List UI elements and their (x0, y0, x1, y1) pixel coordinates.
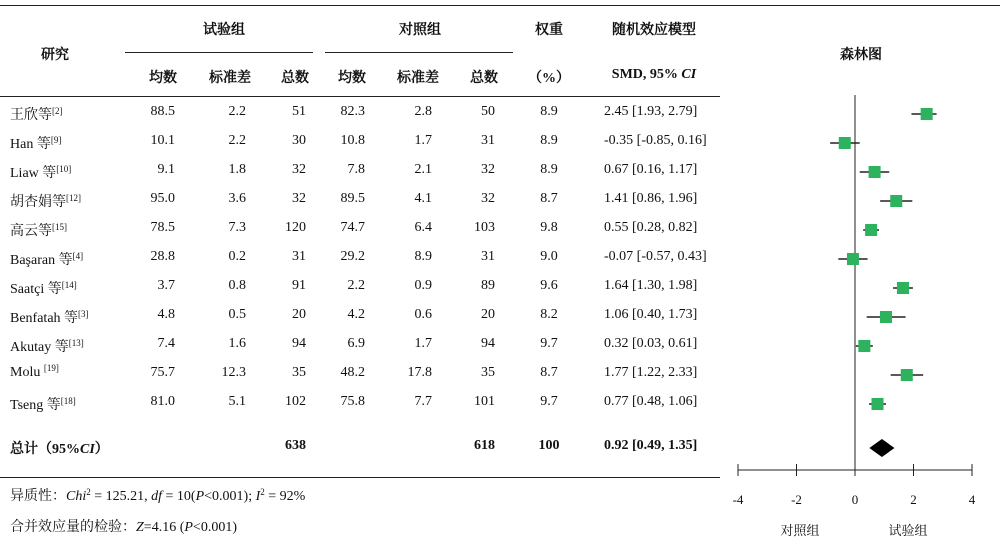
total-label-suffix: ） (94, 442, 109, 457)
study-control-mean: 74.7 (340, 220, 365, 235)
study-control-n: 94 (481, 336, 495, 351)
header-control-sd: 标准差 (397, 71, 439, 86)
header-treatment-group: 试验组 (203, 23, 245, 38)
study-control-sd: 6.4 (414, 220, 432, 235)
study-treatment-sd: 0.8 (228, 278, 246, 293)
study-name: Han 等[9] (10, 135, 62, 152)
study-control-mean: 10.8 (340, 133, 365, 148)
header-weight: 权重 (535, 23, 563, 38)
study-treatment-mean: 10.1 (150, 133, 175, 148)
study-effect-marker (897, 282, 909, 294)
study-weight: 8.9 (540, 104, 558, 119)
study-ref: [15] (52, 222, 67, 232)
study-treatment-sd: 7.3 (228, 220, 246, 235)
header-treatment-total: 总数 (281, 71, 309, 86)
study-ref: [9] (50, 135, 62, 145)
total-label (10, 438, 109, 458)
study-weight: 8.2 (540, 307, 558, 322)
study-control-n: 31 (481, 249, 495, 264)
study-ref: [2] (52, 106, 63, 116)
study-control-sd: 1.7 (414, 336, 432, 351)
study-treatment-sd: 3.6 (228, 191, 246, 206)
study-treatment-n: 102 (285, 394, 306, 409)
header-study: 研究 (41, 48, 69, 63)
study-weight: 8.9 (540, 133, 558, 148)
study-treatment-sd: 12.3 (221, 365, 246, 380)
study-treatment-n: 31 (292, 249, 306, 264)
study-treatment-sd: 1.8 (228, 162, 246, 177)
overall-test-z-value: =4.16 ( (143, 520, 185, 535)
top-rule (0, 5, 1000, 6)
total-control-n: 618 (474, 438, 495, 453)
study-treatment-sd: 0.5 (228, 307, 246, 322)
study-name: Molu [19] (10, 363, 59, 380)
study-ref: [3] (78, 309, 89, 319)
study-ref: [10] (56, 164, 72, 174)
heterogeneity-i-label: I (255, 489, 261, 504)
study-control-n: 101 (474, 394, 495, 409)
study-treatment-n: 32 (292, 162, 306, 177)
heterogeneity-p-value: <0.001); (204, 489, 256, 504)
study-name: 高云等[15] (10, 222, 67, 239)
total-label-ci: CI (80, 442, 95, 457)
total-weight: 100 (538, 438, 560, 453)
study-ref: [18] (60, 396, 76, 406)
header-control-total: 总数 (470, 71, 498, 86)
header-model-metric-ci: CI (681, 67, 697, 82)
study-smd: 0.32 [0.03, 0.61] (604, 336, 698, 351)
study-effect-marker (839, 137, 851, 149)
overall-test-p-label: P (184, 520, 193, 535)
study-control-mean: 4.2 (347, 307, 365, 322)
study-treatment-mean: 9.1 (157, 162, 175, 177)
heterogeneity-df-value: = 10( (162, 489, 196, 504)
study-treatment-sd: 0.2 (228, 249, 246, 264)
header-model-metric-prefix: SMD, 95% (611, 67, 678, 82)
study-smd: 1.64 [1.30, 1.98] (604, 278, 698, 293)
study-control-sd: 4.1 (414, 191, 432, 206)
group-rule-treatment (125, 52, 313, 53)
study-treatment-mean: 95.0 (150, 191, 175, 206)
table-bottom-rule (0, 477, 720, 478)
study-control-mean: 7.8 (347, 162, 365, 177)
heterogeneity-i-value: = 92% (264, 489, 306, 504)
heterogeneity-prefix: 异质性： (10, 489, 66, 504)
study-effect-marker (890, 195, 902, 207)
x-tick-label: -4 (732, 492, 744, 507)
study-effect-marker (865, 224, 877, 236)
study-control-sd: 7.7 (414, 394, 432, 409)
study-control-n: 50 (481, 104, 495, 119)
x-tick-label: -2 (791, 492, 802, 507)
study-treatment-sd: 5.1 (228, 394, 246, 409)
study-control-sd: 8.9 (414, 249, 432, 264)
total-smd: 0.92 [0.49, 1.35] (604, 438, 698, 453)
favors-treatment-label: 试验组 (888, 523, 928, 538)
header-forest: 森林图 (840, 48, 882, 63)
study-smd: 0.55 [0.28, 0.82] (604, 220, 698, 235)
study-ref: [13] (68, 338, 84, 348)
study-weight: 9.8 (540, 220, 558, 235)
study-ref: [12] (66, 193, 81, 203)
study-weight: 9.0 (540, 249, 558, 264)
study-treatment-mean: 28.8 (150, 249, 175, 264)
study-name: 王欣等[2] (10, 106, 63, 123)
x-tick-label: 2 (910, 492, 917, 507)
study-treatment-n: 51 (292, 104, 306, 119)
study-control-mean: 48.2 (340, 365, 365, 380)
study-treatment-sd: 2.2 (228, 133, 246, 148)
study-smd: 0.67 [0.16, 1.17] (604, 162, 698, 177)
study-control-n: 89 (481, 278, 495, 293)
study-control-sd: 2.1 (414, 162, 432, 177)
study-treatment-n: 30 (292, 133, 306, 148)
study-smd: -0.07 [-0.57, 0.43] (604, 249, 707, 264)
heterogeneity-chi-label: Chi (66, 489, 87, 504)
study-treatment-mean: 3.7 (157, 278, 175, 293)
study-treatment-mean: 4.8 (157, 307, 175, 322)
heterogeneity-df-label: df (151, 489, 163, 504)
header-model-metric (612, 67, 696, 83)
study-treatment-mean: 75.7 (150, 365, 175, 380)
study-control-n: 32 (481, 191, 495, 206)
study-treatment-mean: 81.0 (150, 394, 175, 409)
header-control-group: 对照组 (399, 23, 441, 38)
study-name: 胡杏娟等[12] (10, 193, 81, 210)
study-control-sd: 0.9 (414, 278, 432, 293)
study-treatment-n: 32 (292, 191, 306, 206)
study-treatment-n: 120 (285, 220, 306, 235)
study-treatment-n: 94 (292, 336, 306, 351)
header-treatment-sd: 标准差 (209, 71, 251, 86)
study-effect-marker (869, 166, 881, 178)
header-weight-unit: （%） (528, 71, 570, 86)
overall-test-p-value: <0.001) (192, 520, 237, 535)
heterogeneity-note: 异质性：Chi$^2$ = 125.21, df = 10(P<0.001); $I^2 = 92\%$ (10, 487, 306, 504)
study-control-n: 20 (481, 307, 495, 322)
overall-test-z-label: Z (136, 520, 144, 535)
overall-test-prefix: 合并效应量的检验： (10, 520, 136, 535)
study-control-n: 35 (481, 365, 495, 380)
study-control-mean: 82.3 (340, 104, 365, 119)
study-control-sd: 1.7 (414, 133, 432, 148)
header-treatment-mean: 均数 (149, 71, 177, 86)
study-control-sd: 17.8 (407, 365, 432, 380)
study-control-mean: 2.2 (347, 278, 365, 293)
study-name: Akutay 等[13] (10, 338, 84, 355)
study-treatment-n: 35 (292, 365, 306, 380)
study-weight: 8.9 (540, 162, 558, 177)
group-rule-control (325, 52, 513, 53)
header-model: 随机效应模型 (612, 23, 696, 38)
study-name: Benfatah 等[3] (10, 309, 89, 326)
study-control-sd: 2.8 (414, 104, 432, 119)
study-treatment-mean: 88.5 (150, 104, 175, 119)
header-bottom-rule (0, 96, 720, 97)
study-ref: [4] (72, 251, 84, 261)
study-weight: 9.6 (540, 278, 558, 293)
study-control-mean: 75.8 (340, 394, 365, 409)
study-smd: 2.45 [1.93, 2.79] (604, 104, 698, 119)
study-smd: 1.77 [1.22, 2.33] (604, 365, 698, 380)
total-label-prefix: 总计（95% (10, 442, 80, 457)
forest-plot (720, 95, 995, 550)
study-name: Tseng 等[18] (10, 396, 76, 413)
study-effect-marker (847, 253, 859, 265)
study-ref: [14] (61, 280, 77, 290)
study-smd: 0.77 [0.48, 1.06] (604, 394, 698, 409)
study-treatment-n: 91 (292, 278, 306, 293)
heterogeneity-p-label: P (195, 489, 205, 504)
study-smd: 1.06 [0.40, 1.73] (604, 307, 698, 322)
study-treatment-mean: 7.4 (157, 336, 175, 351)
study-treatment-mean: 78.5 (150, 220, 175, 235)
overall-effect-test (10, 516, 237, 536)
study-control-mean: 6.9 (347, 336, 365, 351)
study-control-n: 32 (481, 162, 495, 177)
study-weight: 9.7 (540, 336, 558, 351)
study-weight: 8.7 (540, 191, 558, 206)
study-effect-marker (858, 340, 870, 352)
x-tick-label: 4 (968, 492, 976, 507)
study-control-sd: 0.6 (414, 307, 432, 322)
x-tick-label: 0 (851, 492, 859, 507)
header-control-mean: 均数 (338, 71, 366, 86)
study-control-mean: 89.5 (340, 191, 365, 206)
study-effect-marker (901, 369, 913, 381)
study-effect-marker (880, 311, 892, 323)
study-control-n: 31 (481, 133, 495, 148)
study-weight: 8.7 (540, 365, 558, 380)
study-smd: -0.35 [-0.85, 0.16] (604, 133, 707, 148)
favors-control-label: 对照组 (780, 523, 820, 538)
study-treatment-sd: 2.2 (228, 104, 246, 119)
study-effect-marker (921, 108, 933, 120)
study-name: Saatçi 等[14] (10, 280, 77, 297)
study-control-n: 103 (474, 220, 495, 235)
total-treatment-n: 638 (285, 438, 306, 453)
study-control-mean: 29.2 (340, 249, 365, 264)
study-smd: 1.41 [0.86, 1.96] (604, 191, 698, 206)
study-ref: [19] (43, 363, 59, 373)
study-treatment-n: 20 (292, 307, 306, 322)
study-name: Liaw 等[10] (10, 164, 72, 181)
study-effect-marker (872, 398, 884, 410)
study-treatment-sd: 1.6 (228, 336, 246, 351)
pooled-effect-diamond (869, 439, 894, 457)
heterogeneity-chi-value: = 125.21, (90, 489, 152, 504)
study-weight: 9.7 (540, 394, 558, 409)
study-name: Başaran 等[4] (10, 251, 84, 268)
